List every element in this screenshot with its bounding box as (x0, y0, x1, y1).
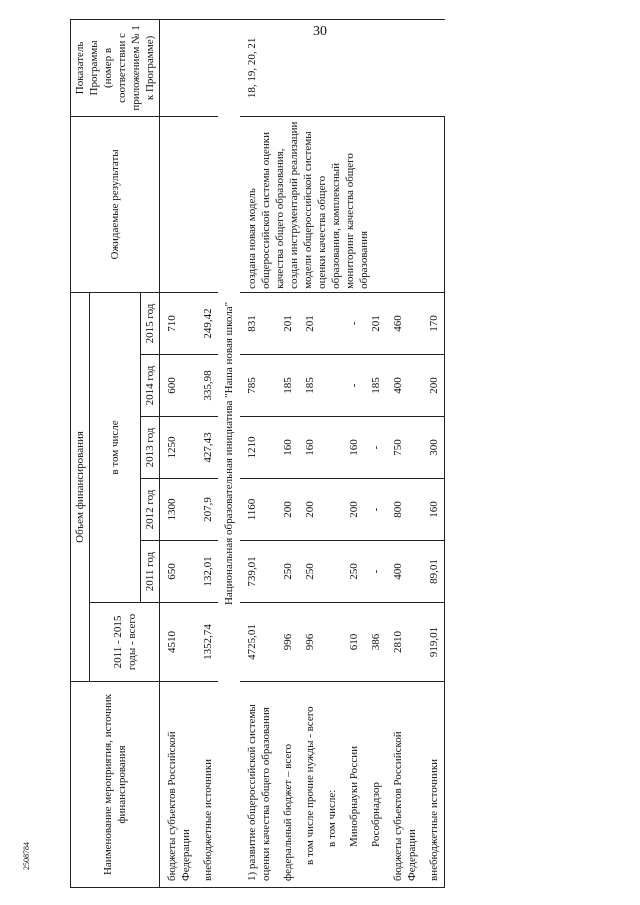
cell-total: 919,01 (422, 603, 445, 682)
header-year-2013: 2013 год (141, 417, 160, 479)
header-indicator: Показатель Программы (номер в соответствии с приложением № 1 к Программе) (71, 19, 160, 116)
cell-2011: 400 (386, 541, 422, 603)
cell-2011: 739,01 (240, 541, 276, 603)
cell-2013: 750 (386, 417, 422, 479)
cell-result (160, 116, 197, 292)
table-row (160, 19, 197, 887)
cell-2014 (320, 355, 342, 417)
page-number: 30 (313, 24, 327, 39)
cell-total: 1352,74 (196, 603, 218, 682)
cell-2014: 335,98 (196, 355, 218, 417)
cell-2012: 1300 (160, 479, 197, 541)
financing-table (70, 19, 445, 888)
document-id: 2508784 (22, 842, 31, 870)
cell-2011: 250 (276, 541, 298, 603)
section-row (218, 19, 240, 887)
cell-2014: 400 (386, 355, 422, 417)
header-incl: в том числе (90, 292, 141, 602)
header-total: 2011 - 2015 годы - всего (90, 603, 160, 682)
cell-2014: 785 (240, 355, 276, 417)
row-name: бюджеты субъектов Российской Федерации (160, 682, 197, 888)
row-name: в том числе прочие нужды - всего (298, 682, 320, 888)
row-name: в том числе: (320, 682, 342, 888)
cell-2011: - (364, 541, 386, 603)
cell-result (422, 116, 445, 292)
cell-2012: 200 (298, 479, 320, 541)
header-name: Наименование мероприятия, источник финансирования (71, 682, 160, 888)
cell-2011: 132,01 (196, 541, 218, 603)
cell-2014: 185 (298, 355, 320, 417)
cell-2013: 1250 (160, 417, 197, 479)
cell-2014: 200 (422, 355, 445, 417)
cell-2011: 250 (298, 541, 320, 603)
cell-2015: 201 (298, 292, 320, 354)
header-year-2015: 2015 год (141, 292, 160, 354)
row-name: внебюджетные источники (422, 682, 445, 888)
row-name: бюджеты субъектов Российской Федерации (386, 682, 422, 888)
cell-2014: - (342, 355, 364, 417)
cell-2015: 170 (422, 292, 445, 354)
cell-total: 4725,01 (240, 603, 276, 682)
cell-2014: 185 (364, 355, 386, 417)
cell-total: 2810 (386, 603, 422, 682)
row-name: Рособрнадзор (364, 682, 386, 888)
header-year-2014: 2014 год (141, 355, 160, 417)
cell-2011: 650 (160, 541, 197, 603)
cell-2013: 1210 (240, 417, 276, 479)
cell-indicator (160, 19, 197, 116)
cell-2011 (320, 541, 342, 603)
header-year-2012: 2012 год (141, 479, 160, 541)
cell-2012: 200 (276, 479, 298, 541)
cell-2012: 207,9 (196, 479, 218, 541)
cell-2012: 200 (342, 479, 364, 541)
cell-2015: 831 (240, 292, 276, 354)
header-results: Ожидаемые результаты (71, 116, 160, 292)
section-title: Национальная образовательная инициатива "Наша новая школа" (218, 19, 240, 887)
cell-2013 (320, 417, 342, 479)
cell-2012: - (364, 479, 386, 541)
cell-indicator: 18, 19, 20, 21 (240, 19, 445, 116)
cell-2015: 249,42 (196, 292, 218, 354)
row-name: 1) развитие общероссийской системы оценки качества общего образования (240, 682, 276, 888)
cell-2015: - (342, 292, 364, 354)
financing-table-rotated (70, 20, 572, 888)
cell-2014: 600 (160, 355, 197, 417)
table-row (196, 19, 218, 887)
cell-2012 (320, 479, 342, 541)
table-row (422, 19, 445, 887)
cell-total: 996 (276, 603, 298, 682)
cell-2012: 800 (386, 479, 422, 541)
cell-result: создана новая модель общероссийской системы оценки качества общего образования, создан инструментарий реализации модели общероссийской системы оценки качества общего образования, комплексный мониторинг качества общего образования (240, 116, 422, 292)
cell-2015: 201 (276, 292, 298, 354)
cell-2013: 300 (422, 417, 445, 479)
cell-2015: 710 (160, 292, 197, 354)
row-name: Минобрнауки России (342, 682, 364, 888)
cell-2011: 89,01 (422, 541, 445, 603)
cell-2012: 160 (422, 479, 445, 541)
cell-2013: - (364, 417, 386, 479)
cell-total: 610 (342, 603, 364, 682)
cell-2015: 201 (364, 292, 386, 354)
cell-total: 996 (298, 603, 320, 682)
row-name: федеральный бюджет – всего (276, 682, 298, 888)
header-year-2011: 2011 год (141, 541, 160, 603)
cell-2015 (320, 292, 342, 354)
header-volume: Объем финансирования (71, 292, 90, 681)
cell-total: 386 (364, 603, 386, 682)
cell-2014: 185 (276, 355, 298, 417)
cell-result (196, 116, 218, 292)
cell-2015: 460 (386, 292, 422, 354)
cell-total (320, 603, 342, 682)
cell-2013: 427,43 (196, 417, 218, 479)
table-row (240, 19, 276, 887)
cell-total: 4510 (160, 603, 197, 682)
cell-2011: 250 (342, 541, 364, 603)
cell-2013: 160 (342, 417, 364, 479)
cell-2013: 160 (276, 417, 298, 479)
cell-indicator (196, 19, 218, 116)
row-name: внебюджетные источники (196, 682, 218, 888)
cell-2013: 160 (298, 417, 320, 479)
cell-2012: 1160 (240, 479, 276, 541)
